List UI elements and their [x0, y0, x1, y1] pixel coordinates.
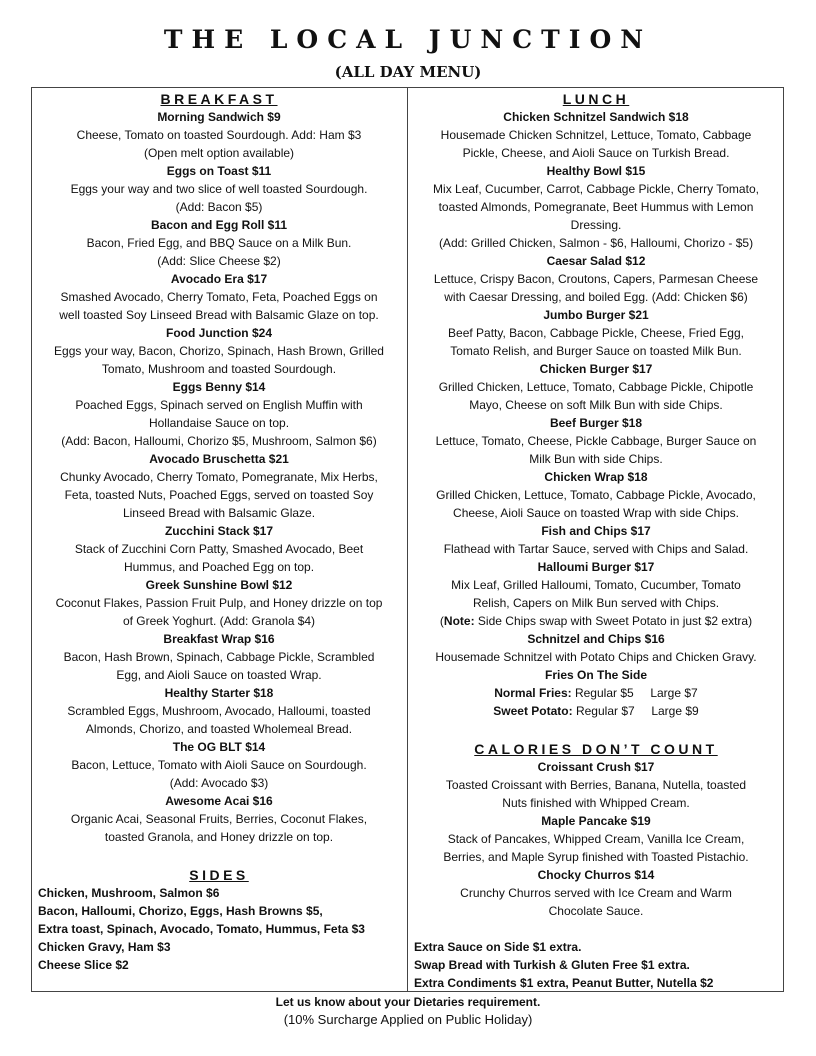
item-description: Bacon, Lettuce, Tomato with Aioli Sauce on Sourdough.	[71, 758, 367, 772]
item-name: Beef Burger $18	[549, 416, 643, 430]
item-description: (Add: Bacon $5)	[175, 200, 263, 214]
fries-line	[413, 702, 779, 720]
sides-heading: SIDES	[189, 867, 249, 883]
item-description: Cheese, Aioli Sauce on toasted Wrap with side Chips.	[453, 506, 739, 520]
fries-list	[413, 684, 779, 720]
fries-price: Regular $7 Large $9	[572, 704, 699, 718]
item-description: Lettuce, Tomato, Cheese, Pickle Cabbage, Burger Sauce on	[435, 434, 757, 448]
menu-item	[413, 812, 779, 866]
item-description: with Caesar Dressing, and boiled Egg. (Add: Chicken $6)	[444, 290, 748, 304]
item-description: Grilled Chicken, Lettuce, Tomato, Cabbage Pickle, Avocado,	[436, 488, 756, 502]
fries-price: Regular $5 Large $7	[571, 686, 698, 700]
item-description: (Add: Slice Cheese $2)	[157, 254, 281, 268]
item-name: The OG BLT $14	[172, 740, 266, 754]
lunch-note	[413, 612, 779, 630]
item-description: Egg, and Aioli Sauce on toasted Wrap.	[116, 668, 322, 682]
sides-line: Chicken Gravy, Ham $3	[38, 940, 171, 954]
item-description: Scrambled Eggs, Mushroom, Avocado, Halloumi, toasted	[67, 704, 371, 718]
item-description: Almonds, Chorizo, and toasted Wholemeal Bread.	[85, 722, 353, 736]
item-name: Avocado Bruschetta $21	[149, 452, 289, 466]
fries-label: Normal Fries:	[494, 686, 572, 700]
menu-item	[36, 450, 402, 522]
item-name: Healthy Starter $18	[164, 686, 274, 700]
menu-item	[413, 558, 779, 612]
item-description: of Greek Yoghurt. (Add: Granola $4)	[122, 614, 316, 628]
menu-item	[413, 108, 779, 162]
item-description: Chocolate Sauce.	[548, 904, 644, 918]
menu-item	[413, 468, 779, 522]
menu-item	[36, 522, 402, 576]
menu-item	[413, 758, 779, 812]
item-name: Breakfast Wrap $16	[163, 632, 275, 646]
item-description: Mix Leaf, Grilled Halloumi, Tomato, Cucumber, Tomato	[451, 578, 741, 592]
right-column	[413, 90, 779, 992]
item-description: Eggs your way and two slice of well toasted Sourdough.	[70, 182, 368, 196]
item-description: Beef Patty, Bacon, Cabbage Pickle, Cheese, Fried Egg,	[448, 326, 744, 340]
surcharge-note: (10% Surcharge Applied on Public Holiday)	[283, 1012, 533, 1027]
menu-item	[36, 162, 402, 216]
item-description: (Open melt option available)	[143, 146, 295, 160]
breakfast-heading: BREAKFAST	[160, 91, 278, 107]
item-description: Housemade Schnitzel with Potato Chips and Chicken Gravy.	[435, 650, 757, 664]
sides-list	[36, 884, 402, 974]
item-description: Relish, Capers on Milk Bun served with Chips.	[472, 596, 720, 610]
menu-item	[36, 378, 402, 450]
sides-line: Cheese Slice $2	[38, 958, 129, 972]
item-description: Nuts finished with Whipped Cream.	[502, 796, 690, 810]
menu-item	[36, 270, 402, 324]
menu-item	[36, 630, 402, 684]
item-description: Stack of Zucchini Corn Patty, Smashed Avocado, Beet	[74, 542, 364, 556]
menu-item	[413, 360, 779, 414]
item-description: well toasted Soy Linseed Bread with Balsamic Glaze on top.	[59, 308, 379, 322]
note-prefix: (	[439, 614, 444, 628]
item-name: Fish and Chips $17	[541, 524, 651, 538]
item-description: Berries, and Maple Syrup finished with Toasted Pistachio.	[443, 850, 749, 864]
calories-list	[413, 758, 779, 920]
item-description: Eggs your way, Bacon, Chorizo, Spinach, Hash Brown, Grilled	[54, 344, 384, 358]
calories-heading: CALORIES DON’T COUNT	[474, 741, 718, 757]
item-description: Pickle, Cheese, and Aioli Sauce on Turkish Bread.	[462, 146, 730, 160]
item-description: Stack of Pancakes, Whipped Cream, Vanilla Ice Cream,	[447, 832, 745, 846]
breakfast-list	[36, 108, 402, 846]
menu-item	[36, 324, 402, 378]
item-description: Lettuce, Crispy Bacon, Croutons, Capers, Parmesan Cheese	[433, 272, 759, 286]
column-divider	[407, 87, 408, 992]
menu-item	[36, 738, 402, 792]
item-description: Grilled Chicken, Lettuce, Tomato, Cabbage Pickle, Chipotle	[438, 380, 754, 394]
item-description: Housemade Chicken Schnitzel, Lettuce, Tomato, Cabbage	[440, 128, 752, 142]
item-name: Chicken Burger $17	[539, 362, 653, 376]
item-name: Eggs Benny $14	[172, 380, 266, 394]
note-text: Side Chips swap with Sweet Potato in just $2 extra)	[474, 614, 753, 628]
item-name: Morning Sandwich $9	[157, 110, 281, 124]
item-description: Chunky Avocado, Cherry Tomato, Pomegranate, Mix Herbs,	[60, 470, 378, 484]
extras-line: Extra Sauce on Side $1 extra.	[414, 940, 582, 954]
item-name: Croissant Crush $17	[537, 760, 655, 774]
item-name: Greek Sunshine Bowl $12	[145, 578, 293, 592]
item-description: Bacon, Fried Egg, and BBQ Sauce on a Milk Bun.	[86, 236, 352, 250]
item-name: Food Junction $24	[165, 326, 272, 340]
item-name: Jumbo Burger $21	[543, 308, 649, 322]
item-description: toasted Almonds, Pomegranate, Beet Hummus with Lemon	[438, 200, 754, 214]
item-description: Dressing.	[570, 218, 622, 232]
item-description: Crunchy Churros served with Ice Cream and Warm	[460, 886, 732, 900]
lunch-list	[413, 108, 779, 612]
item-description: Hummus, and Poached Egg on top.	[123, 560, 315, 574]
menu-item	[36, 684, 402, 738]
item-description: (Add: Grilled Chicken, Salmon - $6, Halloumi, Chorizo - $5)	[438, 236, 754, 250]
item-name: Chicken Schnitzel Sandwich $18	[503, 110, 689, 124]
menu-item	[413, 252, 779, 306]
menu-subtitle: (ALL DAY MENU)	[334, 63, 482, 81]
menu-item	[413, 630, 779, 666]
menu-item	[413, 162, 779, 252]
item-description: Mix Leaf, Cucumber, Carrot, Cabbage Pickle, Cherry Tomato,	[433, 182, 759, 196]
item-description: Cheese, Tomato on toasted Sourdough. Add: Ham $3	[76, 128, 362, 142]
menu-item	[413, 866, 779, 920]
menu-item	[36, 216, 402, 270]
item-description: Organic Acai, Seasonal Fruits, Berries, Coconut Flakes,	[70, 812, 368, 826]
extras-line: Swap Bread with Turkish & Gluten Free $1 extra.	[414, 958, 690, 972]
item-name: Halloumi Burger $17	[537, 560, 655, 574]
fries-heading: Fries On The Side	[544, 668, 648, 682]
left-column	[36, 90, 402, 974]
dietary-note: Let us know about your Dietaries requirement.	[275, 995, 541, 1009]
item-description: Toasted Croissant with Berries, Banana, Nutella, toasted	[445, 778, 747, 792]
extras-line: Extra Condiments $1 extra, Peanut Butter, Nutella $2	[414, 976, 714, 990]
item-description: Poached Eggs, Spinach served on English Muffin with	[75, 398, 363, 412]
item-description: Bacon, Hash Brown, Spinach, Cabbage Pickle, Scrambled	[63, 650, 375, 664]
item-name: Zucchini Stack $17	[164, 524, 274, 538]
menu-item	[413, 414, 779, 468]
item-description: Smashed Avocado, Cherry Tomato, Feta, Poached Eggs on	[60, 290, 378, 304]
item-description: (Add: Avocado $3)	[169, 776, 269, 790]
sides-line: Bacon, Halloumi, Chorizo, Eggs, Hash Browns $5,	[38, 904, 323, 918]
menu-item	[36, 108, 402, 162]
item-name: Schnitzel and Chips $16	[527, 632, 665, 646]
item-description: Feta, toasted Nuts, Poached Eggs, served on toasted Soy	[64, 488, 374, 502]
menu-item	[413, 306, 779, 360]
fries-line	[413, 684, 779, 702]
item-name: Caesar Salad $12	[546, 254, 646, 268]
fries-label: Sweet Potato:	[493, 704, 573, 718]
menu-title: THE LOCAL JUNCTION	[163, 25, 653, 54]
item-name: Avocado Era $17	[170, 272, 268, 286]
sides-line: Chicken, Mushroom, Salmon $6	[38, 886, 220, 900]
item-description: Coconut Flakes, Passion Fruit Pulp, and Honey drizzle on top	[55, 596, 383, 610]
item-name: Healthy Bowl $15	[546, 164, 646, 178]
item-description: Milk Bun with side Chips.	[529, 452, 663, 466]
menu-item	[36, 792, 402, 846]
footer	[0, 994, 816, 1028]
menu-item	[36, 576, 402, 630]
item-description: Flathead with Tartar Sauce, served with Chips and Salad.	[443, 542, 749, 556]
item-description: Linseed Bread with Balsamic Glaze.	[122, 506, 316, 520]
item-name: Maple Pancake $19	[541, 814, 651, 828]
item-description: Tomato Relish, and Burger Sauce on toasted Milk Bun.	[450, 344, 742, 358]
item-name: Chicken Wrap $18	[544, 470, 648, 484]
item-name: Chocky Churros $14	[537, 868, 655, 882]
extras-list	[413, 938, 779, 992]
menu-item	[413, 522, 779, 558]
note-label: Note:	[443, 614, 475, 628]
item-description: Tomato, Mushroom and toasted Sourdough.	[101, 362, 337, 376]
item-description: Mayo, Cheese on soft Milk Bun with side Chips.	[469, 398, 723, 412]
item-name: Bacon and Egg Roll $11	[150, 218, 288, 232]
item-description: toasted Granola, and Honey drizzle on top.	[104, 830, 334, 844]
item-name: Awesome Acai $16	[165, 794, 273, 808]
item-description: (Add: Bacon, Halloumi, Chorizo $5, Mushroom, Salmon $6)	[61, 434, 377, 448]
item-name: Eggs on Toast $11	[166, 164, 272, 178]
sides-line: Extra toast, Spinach, Avocado, Tomato, Hummus, Feta $3	[38, 922, 365, 936]
lunch-heading: LUNCH	[562, 91, 630, 107]
item-description: Hollandaise Sauce on top.	[148, 416, 290, 430]
